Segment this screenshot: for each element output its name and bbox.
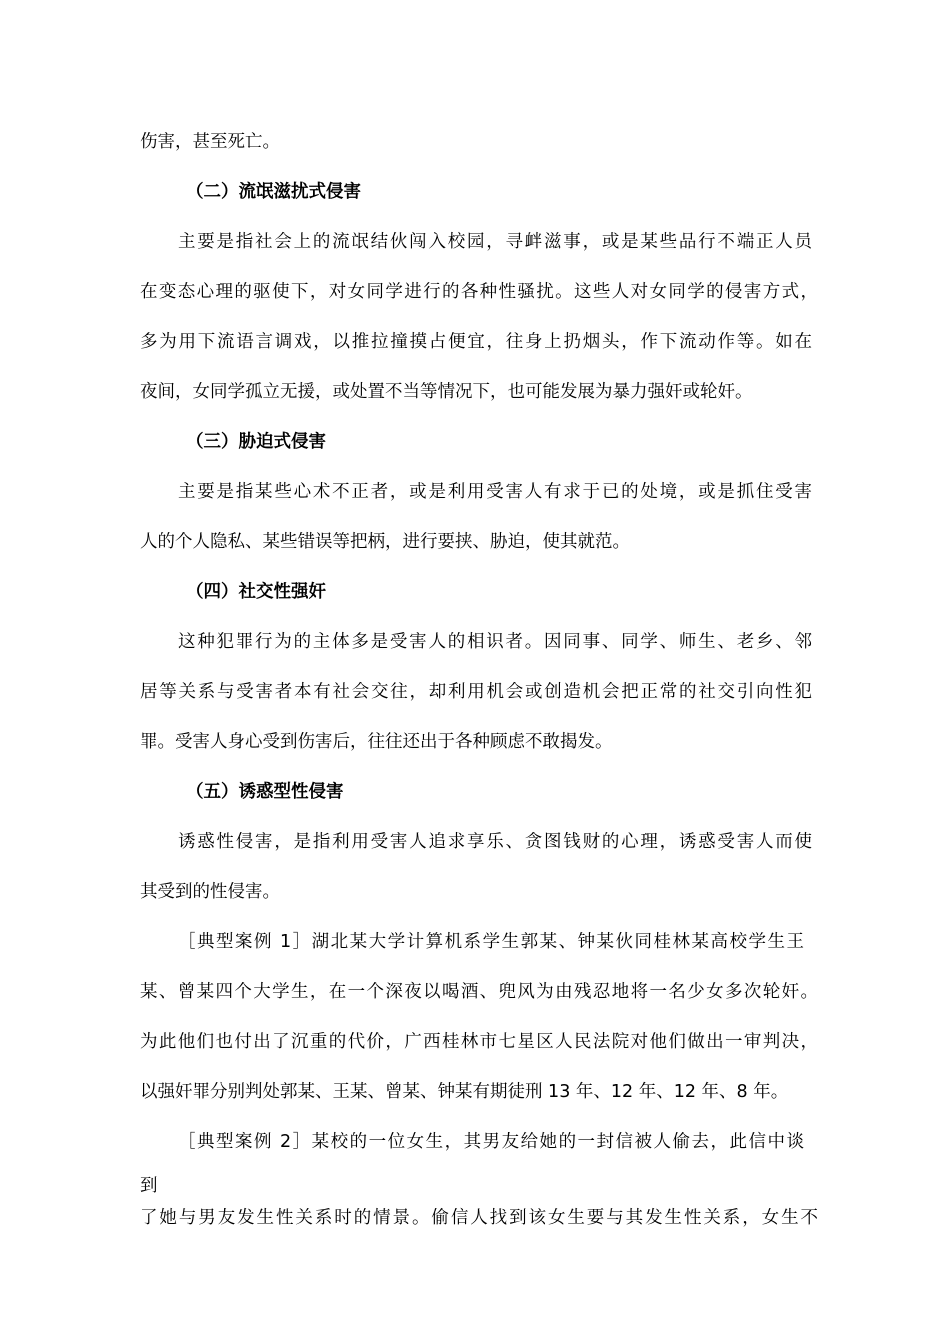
section-heading-5: （五）诱惑型性侵害 (186, 782, 344, 802)
paragraph-line: 夜间，女同学孤立无援，或处置不当等情况下，也可能发展为暴力强奸或轮奸。 (140, 382, 753, 402)
case-1-line: 某、曾某四个大学生，在一个深夜以喝酒、兜风为由残忍地将一名少女多次轮奸。 (140, 982, 818, 1002)
paragraph-line: 人的个人隐私、某些错误等把柄，进行要挟、胁迫，使其就范。 (140, 532, 630, 552)
case-2-line: 到 (140, 1176, 158, 1196)
case-1-line: 以强奸罪分别判处郭某、王某、曾某、钟某有期徒刑 13 年、12 年、12 年、8 年。 (140, 1082, 789, 1102)
paragraph-line: 主要是指社会上的流氓结伙闯入校园，寻衅滋事，或是某些品行不端正人员 (178, 232, 812, 252)
paragraph-line: 多为用下流语言调戏，以推拉撞摸占便宜，往身上扔烟头，作下流动作等。如在 (140, 332, 812, 352)
paragraph-line: 罪。受害人身心受到伤害后，往往还出于各种顾虑不敢揭发。 (140, 732, 613, 752)
paragraph-line: 在变态心理的驱使下，对女同学进行的各种性骚扰。这些人对女同学的侵害方式， (140, 282, 818, 302)
case-1-line: ［典型案例 1］湖北某大学计算机系学生郭某、钟某伙同桂林某高校学生王 (178, 932, 804, 952)
paragraph-line: 主要是指某些心术不正者，或是利用受害人有求于已的处境，或是抓住受害 (178, 482, 812, 502)
section-heading-2: （二）流氓滋扰式侵害 (186, 182, 361, 202)
paragraph-line: 这种犯罪行为的主体多是受害人的相识者。因同事、同学、师生、老乡、邻 (178, 632, 812, 652)
case-2-line: ［典型案例 2］某校的一位女生，其男友给她的一封信被人偷去，此信中谈 (178, 1132, 804, 1152)
paragraph-line: 诱惑性侵害，是指利用受害人追求享乐、贪图钱财的心理，诱惑受害人而使 (178, 832, 812, 852)
case-2-line: 了她与男友发生性关系时的情景。偷信人找到该女生要与其发生性关系，女生不 (140, 1208, 818, 1228)
paragraph-line: 伤害，甚至死亡。 (140, 132, 280, 152)
paragraph-line: 其受到的性侵害。 (140, 882, 280, 902)
paragraph-line: 居等关系与受害者本有社会交往，却利用机会或创造机会把正常的社交引向性犯 (140, 682, 812, 702)
section-heading-3: （三）胁迫式侵害 (186, 432, 326, 452)
case-1-line: 为此他们也付出了沉重的代价，广西桂林市七星区人民法院对他们做出一审判决， (140, 1032, 818, 1052)
section-heading-4: （四）社交性强奸 (186, 582, 326, 602)
